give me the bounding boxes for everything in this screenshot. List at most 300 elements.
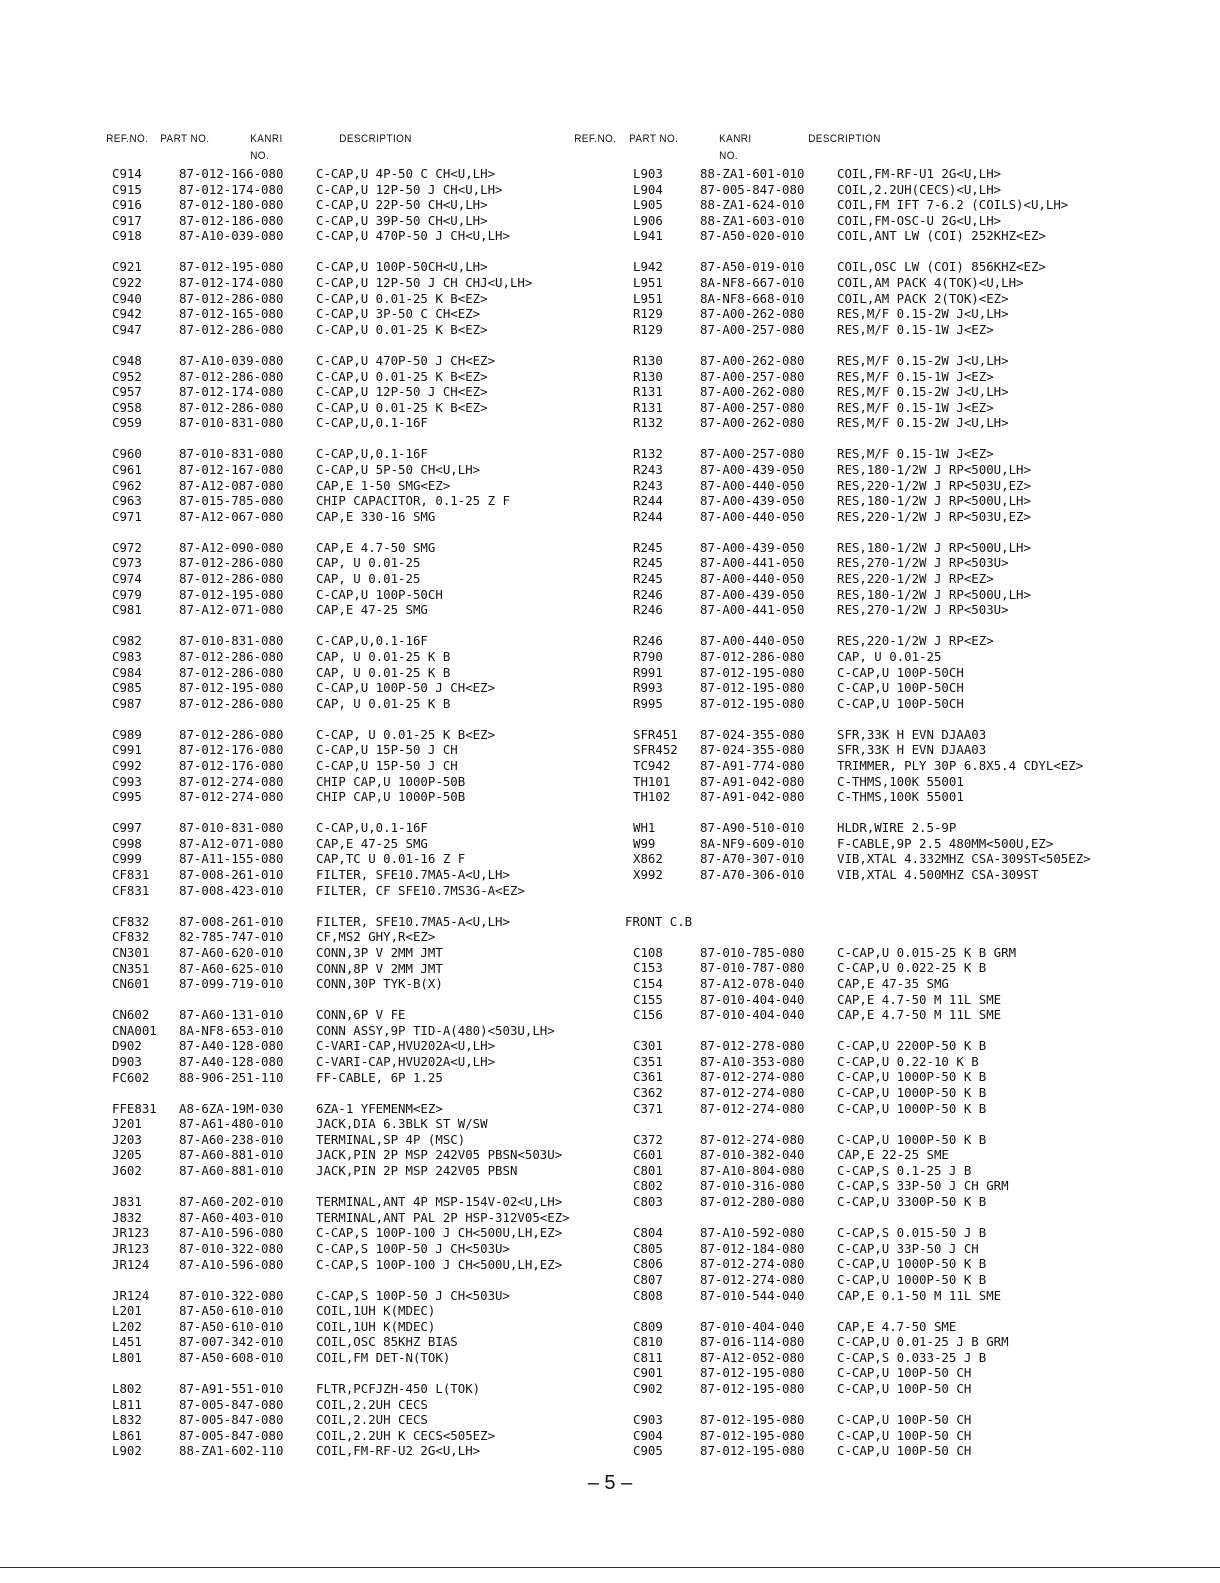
- description-cell: RES,M/F 0.15-2W J<U,LH>: [837, 352, 1009, 368]
- part-no-cell: 87-A90-510-010: [700, 820, 805, 836]
- part-no-cell: 87-012-274-080: [700, 1271, 805, 1287]
- ref-no-cell: W99: [633, 835, 656, 851]
- part-no-cell: 87-A60-881-010: [179, 1147, 284, 1163]
- ref-no-cell: C997: [112, 820, 142, 836]
- ref-no-cell: J831: [112, 1194, 142, 1210]
- description-cell: COIL,ANT LW (COI) 252KHZ<EZ>: [837, 228, 1046, 244]
- description-cell: F-CABLE,9P 2.5 480MM<500U,EZ>: [837, 835, 1054, 851]
- ref-no-cell: L904: [633, 181, 663, 197]
- part-no-cell: 88-ZA1-603-010: [700, 212, 805, 228]
- part-no-cell: 87-012-174-080: [179, 181, 284, 197]
- ref-no-cell: CN602: [112, 1007, 150, 1023]
- description-cell: C-CAP,U,0.1-16F: [316, 633, 428, 649]
- description-cell: RES,M/F 0.15-1W J<EZ>: [837, 321, 994, 337]
- ref-no-cell: C902: [633, 1381, 663, 1396]
- description-cell: COIL,1UH K(MDEC): [316, 1303, 436, 1319]
- description-cell: C-CAP,U 100P-50 CH: [837, 1381, 972, 1396]
- description-cell: C-CAP,S 0.033-25 J B: [837, 1349, 987, 1365]
- ref-no-cell: TH101: [633, 773, 671, 789]
- ref-no-cell: C942: [112, 306, 142, 322]
- description-cell: CONN,3P V 2MM JMT: [316, 944, 443, 960]
- description-cell: C-CAP,U 470P-50 J CH<U,LH>: [316, 228, 510, 244]
- part-no-cell: 87-A00-439-050: [700, 539, 805, 555]
- part-no-cell: 87-012-286-080: [179, 726, 284, 742]
- ref-no-cell: C958: [112, 399, 142, 415]
- description-cell: RES,180-1/2W J RP<500U,LH>: [837, 539, 1031, 555]
- description-cell: C-CAP,U 100P-50 J CH<EZ>: [316, 680, 496, 696]
- ref-no-cell: WH1: [633, 820, 656, 836]
- ref-no-cell: SFR452: [633, 742, 678, 758]
- ref-no-cell: L941: [633, 228, 663, 244]
- part-no-cell: 87-A60-202-010: [179, 1194, 284, 1210]
- part-no-cell: 87-A00-257-080: [700, 321, 805, 337]
- description-cell: C-CAP,U 12P-50 J CH<U,LH>: [316, 181, 503, 197]
- part-no-cell: 87-A60-238-010: [179, 1131, 284, 1147]
- description-cell: CAP,E 4.7-50 M 11L SME: [837, 991, 1002, 1007]
- part-no-cell: 87-012-165-080: [179, 306, 284, 322]
- ref-no-cell: R131: [633, 399, 663, 415]
- description-cell: C-CAP,S 100P-100 J CH<500U,LH,EZ>: [316, 1225, 563, 1241]
- ref-no-cell: CF832: [112, 929, 150, 945]
- ref-no-cell: JR124: [112, 1287, 150, 1303]
- page-number: – 5 –: [587, 1472, 633, 1494]
- ref-no-header: REF.NO.: [574, 133, 617, 145]
- part-no-cell: 87-010-404-040: [700, 1318, 805, 1334]
- kanri-header: KANRI: [719, 133, 752, 145]
- ref-no-cell: C940: [112, 290, 142, 306]
- description-cell: RES,220-1/2W J RP<503U,EZ>: [837, 508, 1031, 524]
- ref-no-cell: C957: [112, 384, 142, 400]
- part-no-cell: 87-012-278-080: [700, 1038, 805, 1054]
- ref-no-cell: R991: [633, 664, 663, 680]
- part-no-cell: 87-A40-128-080: [179, 1038, 284, 1054]
- part-no-cell: 87-012-286-080: [179, 664, 284, 680]
- description-cell: CONN,30P TYK-B(X): [316, 976, 443, 992]
- description-cell: COIL,FM DET-N(TOK): [316, 1350, 451, 1365]
- ref-no-cell: CN351: [112, 960, 150, 976]
- part-no-cell: 87-012-195-080: [700, 680, 805, 696]
- part-no-cell: 87-012-195-080: [179, 259, 284, 275]
- ref-no-cell: C372: [633, 1131, 663, 1147]
- description-cell: RES,220-1/2W J RP<503U,EZ>: [837, 477, 1031, 493]
- ref-no-cell: R129: [633, 306, 663, 322]
- part-no-cell: 87-005-847-080: [179, 1412, 284, 1428]
- ref-no-cell: R130: [633, 352, 663, 368]
- part-no-cell: 87-A91-774-080: [700, 758, 805, 773]
- part-no-cell: 87-012-286-080: [179, 321, 284, 337]
- ref-no-cell: C805: [633, 1240, 663, 1256]
- description-cell: COIL,FM-RF-U1 2G<U,LH>: [837, 166, 1002, 181]
- description-cell: C-VARI-CAP,HVU202A<U,LH>: [316, 1054, 496, 1069]
- ref-no-cell: L942: [633, 259, 663, 275]
- description-cell: COIL,FM-RF-U2 2G<U,LH>: [316, 1443, 481, 1459]
- description-cell: C-CAP,U 470P-50 J CH<EZ>: [316, 352, 496, 368]
- description-cell: RES,M/F 0.15-1W J<EZ>: [837, 399, 994, 415]
- part-no-cell: 87-A00-257-080: [700, 399, 805, 415]
- ref-no-cell: C948: [112, 352, 142, 368]
- ref-no-cell: R245: [633, 555, 663, 571]
- part-no-cell: 87-A50-020-010: [700, 228, 805, 244]
- part-no-cell: 87-005-847-080: [179, 1396, 284, 1412]
- description-cell: COIL,OSC 85KHZ BIAS: [316, 1334, 458, 1350]
- part-no-cell: 88-ZA1-624-010: [700, 197, 805, 213]
- ref-no-cell: J201: [112, 1116, 142, 1132]
- part-no-cell: 87-012-195-080: [700, 695, 805, 711]
- description-cell: FILTER, SFE10.7MA5-A<U,LH>: [316, 913, 510, 929]
- part-no-cell: 87-A00-440-050: [700, 508, 805, 524]
- part-no-cell: 87-008-423-010: [179, 882, 284, 898]
- part-no-cell: 87-010-322-080: [179, 1240, 284, 1256]
- ref-no-cell: C917: [112, 212, 142, 228]
- ref-no-cell: C989: [112, 726, 142, 742]
- part-no-cell: 8A-NF9-609-010: [700, 835, 805, 851]
- description-cell: CONN,8P V 2MM JMT: [316, 960, 443, 976]
- part-no-cell: 87-012-174-080: [179, 384, 284, 400]
- part-no-cell: 87-A50-610-010: [179, 1318, 284, 1334]
- description-cell: C-THMS,100K 55001: [837, 773, 964, 789]
- part-no-cell: 87-012-274-080: [700, 1069, 805, 1085]
- ref-no-cell: C963: [112, 493, 142, 509]
- ref-no-cell: C999: [112, 851, 142, 867]
- ref-no-cell: L801: [112, 1350, 142, 1365]
- description-cell: C-CAP,U 0.01-25 K B<EZ>: [316, 368, 488, 384]
- description-cell: COIL,FM-OSC-U 2G<U,LH>: [837, 212, 1002, 228]
- description-cell: C-CAP,U 3300P-50 K B: [837, 1194, 987, 1210]
- description-cell: C-CAP,U 15P-50 J CH: [316, 742, 458, 758]
- part-no-cell: 87-012-286-080: [179, 399, 284, 415]
- ref-no-cell: C982: [112, 633, 142, 649]
- description-cell: COIL,2.2UH(CECS)<U,LH>: [837, 181, 1002, 197]
- ref-no-cell: C807: [633, 1271, 663, 1287]
- description-cell: C-CAP,U 0.01-25 K B<EZ>: [316, 290, 488, 306]
- part-no-cell: 87-012-274-080: [700, 1131, 805, 1147]
- ref-no-cell: C983: [112, 648, 142, 664]
- description-cell: C-CAP,U,0.1-16F: [316, 820, 428, 836]
- description-cell: CAP,E 22-25 SME: [837, 1147, 949, 1163]
- part-no-cell: 87-A91-551-010: [179, 1381, 284, 1397]
- ref-no-cell: C808: [633, 1287, 663, 1303]
- part-no-cell: 87-A50-610-010: [179, 1303, 284, 1319]
- part-no-cell: 87-A60-131-010: [179, 1007, 284, 1023]
- ref-no-cell: C981: [112, 602, 142, 618]
- part-no-cell: 87-A60-881-010: [179, 1163, 284, 1179]
- description-cell: C-CAP,U 0.01-25 K B<EZ>: [316, 399, 488, 415]
- ref-no-cell: C993: [112, 773, 142, 789]
- description-cell: C-CAP,U 100P-50CH: [837, 680, 964, 696]
- description-cell: CAP,E 47-25 SMG: [316, 835, 428, 851]
- part-no-cell: 87-A00-257-080: [700, 446, 805, 462]
- part-no-cell: 87-012-286-080: [179, 555, 284, 571]
- ref-no-cell: X862: [633, 851, 663, 867]
- part-no-header: PART NO.: [629, 133, 679, 145]
- part-no-cell: 87-A00-439-050: [700, 493, 805, 509]
- ref-no-cell: CF832: [112, 913, 150, 929]
- description-cell: C-CAP,U 0.22-10 K B: [837, 1053, 979, 1069]
- ref-no-cell: C156: [633, 1007, 663, 1023]
- ref-no-cell: L202: [112, 1318, 142, 1334]
- description-cell: TERMINAL,ANT PAL 2P HSP-312V05<EZ>: [316, 1209, 570, 1225]
- part-no-cell: 87-A10-039-080: [179, 352, 284, 368]
- description-cell: C-CAP,U 100P-50CH: [316, 586, 443, 602]
- part-no-cell: 87-A00-262-080: [700, 352, 805, 368]
- part-no-cell: 87-010-404-040: [700, 991, 805, 1007]
- ref-no-cell: C806: [633, 1256, 663, 1272]
- part-no-cell: 87-A11-155-080: [179, 851, 284, 867]
- ref-no-cell: C984: [112, 664, 142, 680]
- description-cell: RES,M/F 0.15-2W J<U,LH>: [837, 306, 1009, 322]
- part-no-cell: 87-A00-440-050: [700, 571, 805, 587]
- part-no-cell: 87-012-195-080: [700, 1443, 805, 1459]
- ref-no-cell: D902: [112, 1038, 142, 1054]
- description-cell: TRIMMER, PLY 30P 6.8X5.4 CDYL<EZ>: [837, 758, 1084, 773]
- part-no-cell: 87-A61-480-010: [179, 1116, 284, 1132]
- part-no-cell: 87-012-286-080: [179, 290, 284, 306]
- ref-no-header: REF.NO.: [106, 133, 149, 145]
- part-no-cell: 87-012-184-080: [700, 1240, 805, 1256]
- ref-no-cell: R790: [633, 648, 663, 664]
- description-cell: JACK,DIA 6.3BLK ST W/SW: [316, 1116, 488, 1132]
- part-no-cell: 87-A00-257-080: [700, 368, 805, 384]
- part-no-header: PART NO.: [160, 133, 210, 145]
- description-cell: RES,M/F 0.15-2W J<U,LH>: [837, 415, 1009, 431]
- description-cell: CHIP CAP,U 1000P-50B: [316, 773, 466, 789]
- ref-no-cell: L832: [112, 1412, 142, 1428]
- ref-no-cell: L905: [633, 197, 663, 213]
- part-no-cell: 87-A00-441-050: [700, 555, 805, 571]
- part-no-cell: 87-A40-128-080: [179, 1054, 284, 1069]
- ref-no-cell: C901: [633, 1365, 663, 1381]
- ref-no-cell: TH102: [633, 789, 671, 805]
- description-cell: COIL,2.2UH CECS: [316, 1412, 428, 1428]
- description-cell: C-CAP,U,0.1-16F: [316, 446, 428, 462]
- part-no-cell: 87-012-195-080: [700, 1427, 805, 1443]
- description-cell: C-CAP,U 1000P-50 K B: [837, 1131, 987, 1147]
- section-heading-text: FRONT C.B: [625, 913, 693, 929]
- description-cell: CAP, U 0.01-25 K B: [316, 695, 451, 711]
- part-no-cell: 87-010-316-080: [700, 1178, 805, 1194]
- part-no-cell: 87-A12-052-080: [700, 1349, 805, 1365]
- part-no-cell: 87-A12-087-080: [179, 477, 284, 493]
- part-no-cell: 87-A00-441-050: [700, 602, 805, 618]
- ref-no-cell: D903: [112, 1054, 142, 1069]
- ref-no-cell: JR123: [112, 1240, 150, 1256]
- ref-no-cell: C962: [112, 477, 142, 493]
- ref-no-cell: C971: [112, 508, 142, 524]
- part-no-cell: 87-A12-071-080: [179, 602, 284, 618]
- ref-no-cell: C992: [112, 758, 142, 773]
- part-no-cell: 87-010-382-040: [700, 1147, 805, 1163]
- ref-no-cell: R245: [633, 539, 663, 555]
- part-no-cell: 87-010-787-080: [700, 960, 805, 976]
- description-cell: C-CAP,S 33P-50 J CH GRM: [837, 1178, 1009, 1194]
- part-no-cell: 87-A10-596-080: [179, 1256, 284, 1272]
- description-cell: C-CAP,U 100P-50CH<U,LH>: [316, 259, 488, 275]
- ref-no-cell: R132: [633, 446, 663, 462]
- ref-no-cell: C998: [112, 835, 142, 851]
- description-cell: CAP, U 0.01-25 K B: [316, 648, 451, 664]
- part-no-cell: 87-A00-262-080: [700, 306, 805, 322]
- ref-no-cell: CN601: [112, 976, 150, 992]
- part-no-cell: 87-A60-620-010: [179, 944, 284, 960]
- ref-no-cell: R244: [633, 508, 663, 524]
- part-no-cell: 87-005-847-080: [179, 1427, 284, 1443]
- ref-no-cell: C301: [633, 1038, 663, 1054]
- part-no-cell: 87-A70-307-010: [700, 851, 805, 867]
- description-cell: SFR,33K H EVN DJAA03: [837, 742, 987, 758]
- description-cell: CAP, U 0.01-25: [837, 648, 942, 664]
- part-no-cell: 87-012-176-080: [179, 742, 284, 758]
- description-cell: COIL,2.2UH CECS: [316, 1396, 428, 1412]
- description-cell: C-CAP,U 1000P-50 K B: [837, 1271, 987, 1287]
- description-cell: SFR,33K H EVN DJAA03: [837, 726, 987, 742]
- part-no-cell: 87-A91-042-080: [700, 773, 805, 789]
- ref-no-cell: FFE831: [112, 1100, 157, 1116]
- description-cell: C-VARI-CAP,HVU202A<U,LH>: [316, 1038, 496, 1054]
- part-no-cell: 87-A00-262-080: [700, 384, 805, 400]
- part-no-cell: 87-010-785-080: [700, 944, 805, 960]
- ref-no-cell: C803: [633, 1194, 663, 1210]
- description-cell: C-CAP,U 22P-50 CH<U,LH>: [316, 197, 488, 213]
- ref-no-cell: C972: [112, 539, 142, 555]
- description-cell: RES,M/F 0.15-1W J<EZ>: [837, 446, 994, 462]
- description-cell: C-CAP,S 100P-50 J CH<503U>: [316, 1287, 510, 1303]
- part-no-cell: 87-012-195-080: [700, 1412, 805, 1428]
- description-cell: CAP,E 4.7-50 M 11L SME: [837, 1007, 1002, 1023]
- kanri-header: KANRI: [250, 133, 283, 145]
- description-cell: CAP, U 0.01-25: [316, 571, 421, 587]
- description-cell: RES,180-1/2W J RP<500U,LH>: [837, 462, 1031, 477]
- description-cell: C-CAP,U 0.01-25 J B GRM: [837, 1334, 1009, 1350]
- ref-no-cell: JR123: [112, 1225, 150, 1241]
- part-no-cell: 87-012-166-080: [179, 166, 284, 181]
- ref-no-cell: C961: [112, 462, 142, 477]
- ref-no-cell: C905: [633, 1443, 663, 1459]
- part-no-cell: 87-012-176-080: [179, 758, 284, 773]
- description-cell: CAP,TC U 0.01-16 Z F: [316, 851, 466, 867]
- description-cell: CONN ASSY,9P TID-A(480)<503U,LH>: [316, 1022, 555, 1038]
- description-cell: C-CAP,U 12P-50 J CH CHJ<U,LH>: [316, 275, 533, 291]
- description-cell: C-CAP,U 15P-50 J CH: [316, 758, 458, 773]
- ref-no-cell: R244: [633, 493, 663, 509]
- part-no-cell: 87-008-261-010: [179, 867, 284, 883]
- part-no-cell: 87-012-274-080: [700, 1256, 805, 1272]
- ref-no-cell: C921: [112, 259, 142, 275]
- ref-no-cell: C108: [633, 944, 663, 960]
- part-no-cell: 87-A12-078-040: [700, 975, 805, 991]
- ref-no-cell: L906: [633, 212, 663, 228]
- description-cell: C-CAP,U 0.01-25 K B<EZ>: [316, 321, 488, 337]
- ref-no-cell: R131: [633, 384, 663, 400]
- ref-no-cell: CF831: [112, 882, 150, 898]
- part-no-cell: 87-012-195-080: [700, 664, 805, 680]
- ref-no-cell: L811: [112, 1396, 142, 1412]
- part-no-cell: 87-010-831-080: [179, 820, 284, 836]
- description-header: DESCRIPTION: [808, 133, 881, 145]
- part-no-cell: 8A-NF8-667-010: [700, 275, 805, 291]
- ref-no-cell: R243: [633, 477, 663, 493]
- part-no-cell: 87-A70-306-010: [700, 867, 805, 883]
- part-no-cell: 87-010-831-080: [179, 415, 284, 431]
- ref-no-cell: C914: [112, 166, 142, 181]
- description-cell: C-CAP,U 39P-50 CH<U,LH>: [316, 212, 488, 228]
- description-cell: TERMINAL,ANT 4P MSP-154V-02<U,LH>: [316, 1194, 563, 1210]
- part-no-cell: 87-012-195-080: [179, 680, 284, 696]
- part-no-cell: 87-010-831-080: [179, 633, 284, 649]
- part-no-cell: 87-016-114-080: [700, 1334, 805, 1350]
- ref-no-cell: R993: [633, 680, 663, 696]
- ref-no-cell: C952: [112, 368, 142, 384]
- description-cell: CAP,E 0.1-50 M 11L SME: [837, 1287, 1002, 1303]
- description-cell: COIL,OSC LW (COI) 856KHZ<EZ>: [837, 259, 1046, 275]
- part-no-cell: 87-010-544-040: [700, 1287, 805, 1303]
- description-cell: C-CAP,U 100P-50 CH: [837, 1365, 972, 1381]
- ref-no-cell: C995: [112, 789, 142, 805]
- ref-no-cell: L951: [633, 275, 663, 291]
- description-cell: CHIP CAP,U 1000P-50B: [316, 789, 466, 805]
- description-cell: C-CAP,U 100P-50 CH: [837, 1412, 972, 1428]
- description-cell: CAP, U 0.01-25 K B: [316, 664, 451, 680]
- description-cell: CAP,E 47-35 SMG: [837, 975, 949, 991]
- description-cell: COIL,2.2UH K CECS<505EZ>: [316, 1427, 496, 1443]
- part-no-cell: 88-ZA1-601-010: [700, 166, 805, 181]
- part-no-cell: 87-012-180-080: [179, 197, 284, 213]
- ref-no-cell: C804: [633, 1225, 663, 1241]
- description-cell: TERMINAL,SP 4P (MSC): [316, 1131, 466, 1147]
- description-cell: RES,270-1/2W J RP<503U>: [837, 555, 1009, 571]
- ref-no-cell: C801: [633, 1162, 663, 1178]
- ref-no-cell: SFR451: [633, 726, 678, 742]
- ref-no-cell: C351: [633, 1053, 663, 1069]
- ref-no-cell: C810: [633, 1334, 663, 1350]
- description-cell: CAP,E 47-25 SMG: [316, 602, 428, 618]
- part-no-cell: 87-099-719-010: [179, 976, 284, 992]
- part-no-cell: 87-015-785-080: [179, 493, 284, 509]
- part-no-cell: 87-012-274-080: [700, 1085, 805, 1100]
- ref-no-cell: J832: [112, 1209, 142, 1225]
- ref-no-cell: C973: [112, 555, 142, 571]
- description-cell: CAP,E 4.7-50 SME: [837, 1318, 957, 1334]
- description-cell: RES,180-1/2W J RP<500U,LH>: [837, 493, 1031, 509]
- part-no-cell: 87-012-286-080: [179, 695, 284, 711]
- part-no-cell: 87-A00-439-050: [700, 462, 805, 477]
- ref-no-cell: J203: [112, 1131, 142, 1147]
- description-cell: JACK,PIN 2P MSP 242V05 PBSN: [316, 1163, 518, 1179]
- ref-no-cell: L861: [112, 1427, 142, 1443]
- description-cell: FILTER, SFE10.7MA5-A<U,LH>: [316, 867, 510, 883]
- description-cell: RES,270-1/2W J RP<503U>: [837, 602, 1009, 618]
- kanri-no-header: NO.: [719, 150, 739, 162]
- ref-no-cell: R246: [633, 633, 663, 649]
- ref-no-cell: R995: [633, 695, 663, 711]
- ref-no-cell: TC942: [633, 758, 671, 773]
- description-cell: C-CAP,U,0.1-16F: [316, 415, 428, 431]
- ref-no-cell: CNA001: [112, 1022, 157, 1038]
- ref-no-cell: C991: [112, 742, 142, 758]
- ref-no-cell: C916: [112, 197, 142, 213]
- ref-no-cell: C959: [112, 415, 142, 431]
- description-cell: C-CAP,U 0.022-25 K B: [837, 960, 987, 976]
- ref-no-cell: R245: [633, 571, 663, 587]
- part-no-cell: 87-010-404-040: [700, 1007, 805, 1023]
- description-cell: COIL,FM IFT 7-6.2 (COILS)<U,LH>: [837, 197, 1069, 213]
- part-no-cell: 87-012-167-080: [179, 462, 284, 477]
- part-no-cell: 87-A50-608-010: [179, 1350, 284, 1365]
- part-no-cell: 87-A12-067-080: [179, 508, 284, 524]
- description-cell: C-CAP,U 0.015-25 K B GRM: [837, 944, 1017, 960]
- ref-no-cell: C155: [633, 991, 663, 1007]
- ref-no-cell: J602: [112, 1163, 142, 1179]
- description-cell: RES,220-1/2W J RP<EZ>: [837, 633, 994, 649]
